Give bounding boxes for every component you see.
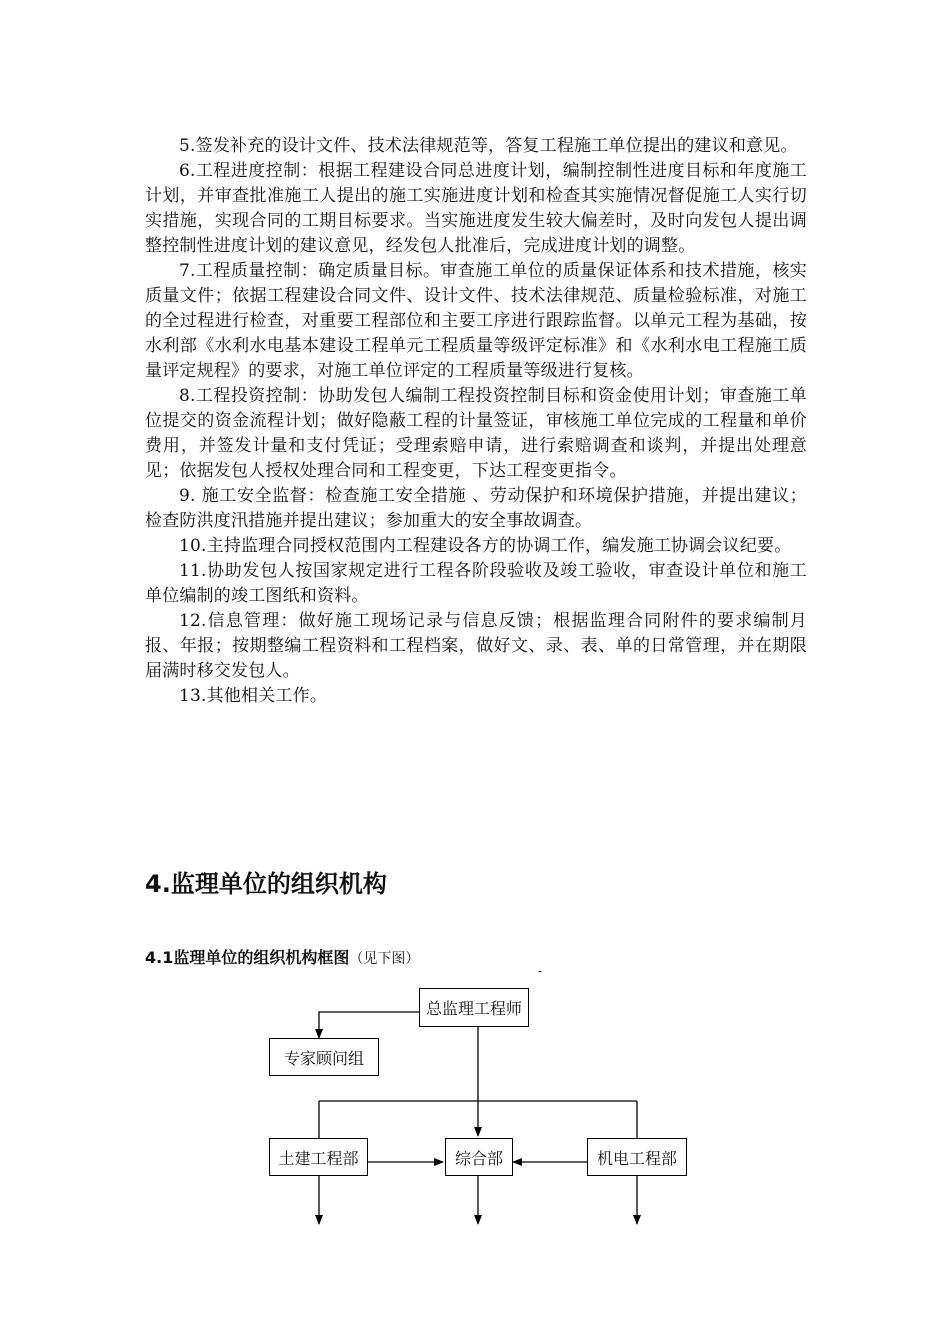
org-box-expert: 专家顾问组 <box>269 1038 379 1076</box>
paragraph-5: 5.签发补充的设计文件、技术法律规范等，答复工程施工单位提出的建议和意见。 <box>179 136 798 156</box>
paragraph-8: 8.工程投资控制：协助发包人编制工程投资控制目标和资金使用计划；审查施工单位提交的资金流程计划；做好隐蔽工程的计量签证，审核施工单位完成的工程量和单价费用，并签发计量和支付凭证；受理索赔申请，进行索赔调查和谈判，并提出处理意见；依据发包人授权处理合同和工程变更，下达工程变更指令。 <box>145 386 807 481</box>
paragraph-13: 13.其他相关工作。 <box>179 686 328 706</box>
paragraph-10: 10.主持监理合同授权范围内工程建设各方的协调工作，编发施工协调会议纪要。 <box>179 536 792 556</box>
section-heading: 4.监理单位的组织机构 <box>145 870 387 898</box>
org-box-general: 综合部 <box>445 1138 513 1176</box>
connector-chief-expert <box>319 1012 419 1038</box>
paragraph-9: 9. 施工安全监督：检查施工安全措施 、劳动保护和环境保护措施，并提出建议；检查防洪度汛措施并提出建议；参加重大的安全事故调查。 <box>145 486 807 531</box>
paragraph-11: 11.协助发包人按国家规定进行工程各阶段验收及竣工验收，审查设计单位和施工单位编制的竣工图纸和资料。 <box>145 561 807 606</box>
paragraph-12: 12.信息管理：做好施工现场记录与信息反馈；根据监理合同附件的要求编制月报、年报；按期整编工程资料和工程档案，做好文、录、表、单的日常管理，并在期限届满时移交发包人。 <box>145 611 807 681</box>
stray-mark: - <box>538 964 543 978</box>
org-box-civil: 土建工程部 <box>269 1138 368 1176</box>
subsection-note: （见下图） <box>349 951 420 967</box>
subsection-title: 4.1监理单位的组织机构框图 <box>145 948 350 967</box>
org-box-mech: 机电工程部 <box>587 1138 687 1176</box>
paragraph-7: 7.工程质量控制：确定质量目标。审查施工单位的质量保证体系和技术措施，核实质量文件；依据工程建设合同文件、设计文件、技术法律规范、质量检验标准，对施工的全过程进行检查，对重要工程部位和主要工序进行跟踪监督。以单元工程为基础，按水利部《水利水电基本建设工程单元工程质量等级评定标准》和《水利水电工程施工质量评定规程》的要求，对施工单位评定的工程质量等级进行复核。 <box>145 261 807 381</box>
org-box-chief: 总监理工程师 <box>419 988 529 1027</box>
paragraph-6: 6.工程进度控制：根据工程建设合同总进度计划，编制控制性进度目标和年度施工计划，并审查批准施工人提出的施工实施进度计划和检查其实施情况督促施工人实行切实措施，实现合同的工期目标要求。当实施进度发生较大偏差时，及时向发包人提出调整控制性进度计划的建议意见，经发包人批准后，完成进度计划的调整。 <box>145 161 807 256</box>
